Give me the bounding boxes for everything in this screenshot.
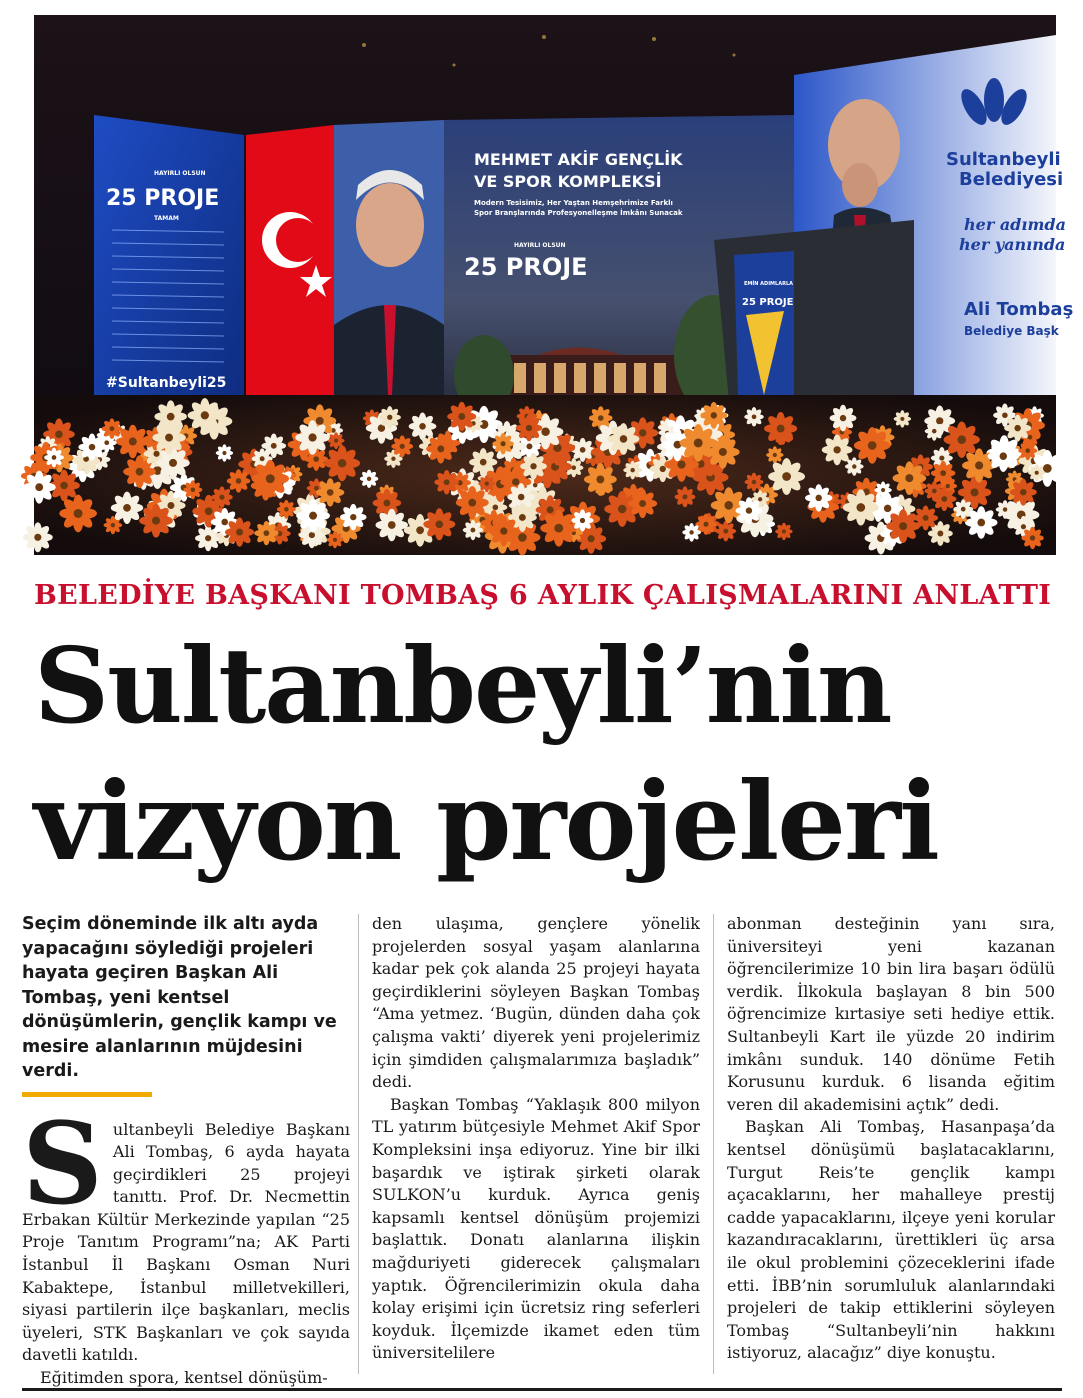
flower xyxy=(700,402,727,429)
flower xyxy=(252,460,290,498)
flower xyxy=(805,484,832,511)
article-lead: Seçim döneminde ilk altı ayda yapacağını söylediği projeleri hayata geçiren Başkan Ali Tombaş, yeni kentsel dönüşümlerin, gençlik kampı ve mesire alanlarının müjdesini verdi. xyxy=(22,914,337,1081)
flower xyxy=(768,458,805,495)
right-screen-logo-1: Sultanbeyli xyxy=(946,149,1061,170)
flower xyxy=(391,435,413,457)
podium-title: 25 PROJE xyxy=(742,297,794,308)
flower xyxy=(296,499,330,533)
article-paragraph-3: Başkan Tombaş “Yaklaşık 800 milyon TL yatırım bütçesiyle Mehmet Akif Spor Kompleksini inşa ediyoruz. Yine bir ilki başardık ve iştirak şirketi olarak SULKON’u kurduk. Ayrıca geniş kapsamlı kentsel dönüşüm projemizi başlattık. Donatı alanlarına ilişkin mağduriyeti giderecek çalışmaları yaptık. Öğrencilerimizin okula daha kolay erişimi için ücretsiz ring seferleri koyduk. İlçemizde ikamet eden tüm üniversitelilere xyxy=(372,1094,700,1363)
right-screen-slogan-2: her yanında xyxy=(959,235,1066,254)
flower xyxy=(463,520,483,540)
drop-cap: S xyxy=(22,1098,103,1230)
flower xyxy=(111,492,143,524)
flower xyxy=(608,423,640,455)
flower xyxy=(102,418,123,439)
flower xyxy=(874,481,891,498)
flower xyxy=(931,461,955,485)
column-divider xyxy=(358,914,359,1374)
headline-line-2: vizyon projeleri xyxy=(34,759,938,885)
flower xyxy=(277,500,296,519)
flower xyxy=(944,421,980,457)
flower xyxy=(679,424,716,461)
bottom-rule xyxy=(22,1388,1062,1391)
flower xyxy=(375,509,407,541)
flower xyxy=(775,523,793,541)
flower xyxy=(316,478,344,506)
flower xyxy=(886,509,920,543)
flower xyxy=(324,445,360,481)
flower xyxy=(139,504,173,538)
article-column-3 xyxy=(727,913,1055,1365)
flower xyxy=(225,518,254,547)
flower xyxy=(628,489,657,518)
flower xyxy=(156,446,189,479)
left-screen-subtitle: TAMAM xyxy=(154,215,179,222)
flower xyxy=(1028,464,1045,481)
flower xyxy=(520,453,547,480)
flower xyxy=(379,406,401,428)
left-screen-hashtag: #Sultanbeyli25 xyxy=(106,375,227,391)
flower xyxy=(766,446,783,463)
center-screen-sub-2: Spor Branşlarında Profesyonelleşme İmkânı Sunacak xyxy=(474,209,683,217)
flower xyxy=(59,495,97,533)
article-paragraph-4: Başkan Ali Tombaş, Hasanpaşa’da kentsel dönüşümü başlatacaklarını, Turgut Reis’te gençlik kampı açacaklarını, her mahalleye prestij cadde yapacaklarını, ilçeye yeni korular kazandıracaklarını, ürettikleri üç arsa ile okul problemini çözeceklerini ifade etti. İBB’nin sorumluluk alanlarındaki projeleri de takip ettiklerini söyleyen Tombaş “Sultanbeyli’nin hakkını istiyoruz, alacağız” diye konuştu. xyxy=(727,1117,1055,1363)
right-screen-logo-2: Belediyesi xyxy=(959,169,1064,190)
flower xyxy=(423,508,455,540)
flower xyxy=(254,521,278,545)
kicker: BELEDİYE BAŞKANI TOMBAŞ 6 AYLIK ÇALIŞMALARINI ANLATTI xyxy=(34,580,1052,611)
flower xyxy=(1010,479,1037,506)
flower xyxy=(764,412,797,445)
flower xyxy=(540,510,577,547)
flower xyxy=(822,435,853,466)
flower xyxy=(953,499,973,519)
flower xyxy=(227,469,250,492)
right-screen-slogan-1: her adımda xyxy=(964,215,1066,234)
center-screen-title-1: MEHMET AKİF GENÇLİK xyxy=(474,150,683,169)
flower xyxy=(744,407,764,427)
flower xyxy=(623,461,642,480)
flower xyxy=(152,421,185,454)
article-paragraph-2-cont: den ulaşıma, gençlere yönelik projelerden sosyal yaşam alanlarına kadar pek çok alanda 25 projeyi hayata geçirdiklerini söyleyen Başkan Tombaş “Ama yetmez. ‘Bugün, dünden daha çok çalışma vakti’ diyerek yeni projelerimiz için şimdiden çalışmalarımıza başladık” dedi. xyxy=(372,914,700,1092)
flower xyxy=(23,522,53,552)
flower xyxy=(571,509,593,531)
left-screen-small: HAYIRLI OLSUN xyxy=(154,170,206,177)
left-screen-title: 25 PROJE xyxy=(106,186,220,211)
flower xyxy=(340,504,366,530)
article-paragraph-2-start: Eğitimden spora, kentsel dönüşüm- xyxy=(40,1368,328,1388)
flower xyxy=(584,463,617,496)
center-screen-title-2: VE SPOR KOMPLEKSİ xyxy=(474,172,662,191)
center-screen-sub-1: Modern Tesisimiz, Her Yaştan Hemşehrimize Farklı xyxy=(474,199,673,207)
headline-line-1: Sultanbeyli’nin xyxy=(34,624,891,747)
flower xyxy=(675,486,696,507)
flower xyxy=(188,398,222,432)
flower xyxy=(1018,441,1037,460)
flower xyxy=(23,471,56,504)
article-paragraph-1-text: ultanbeyli Belediye Başkanı Ali Tombaş, 6 ayda hayata geçirdikleri 25 projeyi tanıttı. Prof. Dr. Necmettin Erbakan Kültür Merkezinde yapılan “25 Proje Tanıtım Programı”na; AK Parti İstanbul İl Başkanı Osman Nuri Kabaktepe, İstanbul milletvekilleri, siyasi partilerin ilçe başkanları, meclis üyeleri, STK Başkanları ve çok sayıda davetli katıldı. xyxy=(22,1119,350,1365)
center-screen-badge-small: HAYIRLI OLSUN xyxy=(514,242,566,249)
flower xyxy=(988,440,1020,472)
flower xyxy=(893,461,927,495)
center-screen-badge: 25 PROJE xyxy=(464,253,588,281)
flower xyxy=(715,521,736,542)
flower xyxy=(328,432,345,449)
article-paragraph-3-cont: abonman desteğinin yanı sıra, üniversiteyi yeni kazanan öğrencilerimize 10 bin lira başarı ödülü verdik. İlkokula başlayan 8 bin 500 öğrencimize kırtasiye seti hediye ettik. Sultanbeyli Kart ile yüzde 20 indirim imkânı sunduk. 140 dönüme Fetih Korusunu kurduk. 6 lisanda eğitim veren dil akademisini açtık” dedi. xyxy=(727,914,1055,1114)
flower xyxy=(216,444,233,461)
podium-small: EMİN ADIMLARLA xyxy=(744,281,793,287)
flower xyxy=(183,480,202,499)
flower xyxy=(745,473,764,492)
flower xyxy=(447,402,476,431)
flower xyxy=(1021,527,1043,549)
flower xyxy=(326,531,343,548)
flower xyxy=(492,433,514,455)
flower xyxy=(996,500,1015,519)
column-divider xyxy=(713,914,714,1374)
flower xyxy=(478,475,495,492)
flower xyxy=(373,489,402,518)
flower xyxy=(295,420,330,455)
flower xyxy=(843,489,879,525)
flower xyxy=(925,422,944,441)
flower-arrangement xyxy=(34,395,1056,555)
flower xyxy=(1004,415,1031,442)
flower xyxy=(516,415,543,442)
flower xyxy=(894,410,911,427)
article-paragraph-1 xyxy=(22,1098,350,1368)
flower xyxy=(360,470,378,488)
flower xyxy=(854,427,891,464)
flower xyxy=(44,448,64,468)
article-column-2 xyxy=(372,913,700,1365)
flower xyxy=(489,516,520,547)
flower xyxy=(682,523,701,542)
flower xyxy=(426,434,455,463)
lead-accent-rule xyxy=(22,1092,152,1097)
right-screen-name: Ali Tombaş xyxy=(964,299,1074,320)
flower xyxy=(736,497,763,524)
article-column-1 xyxy=(22,912,350,1390)
flower xyxy=(830,405,857,432)
right-screen-role: Belediye Başk xyxy=(964,324,1059,338)
flower xyxy=(434,470,458,494)
